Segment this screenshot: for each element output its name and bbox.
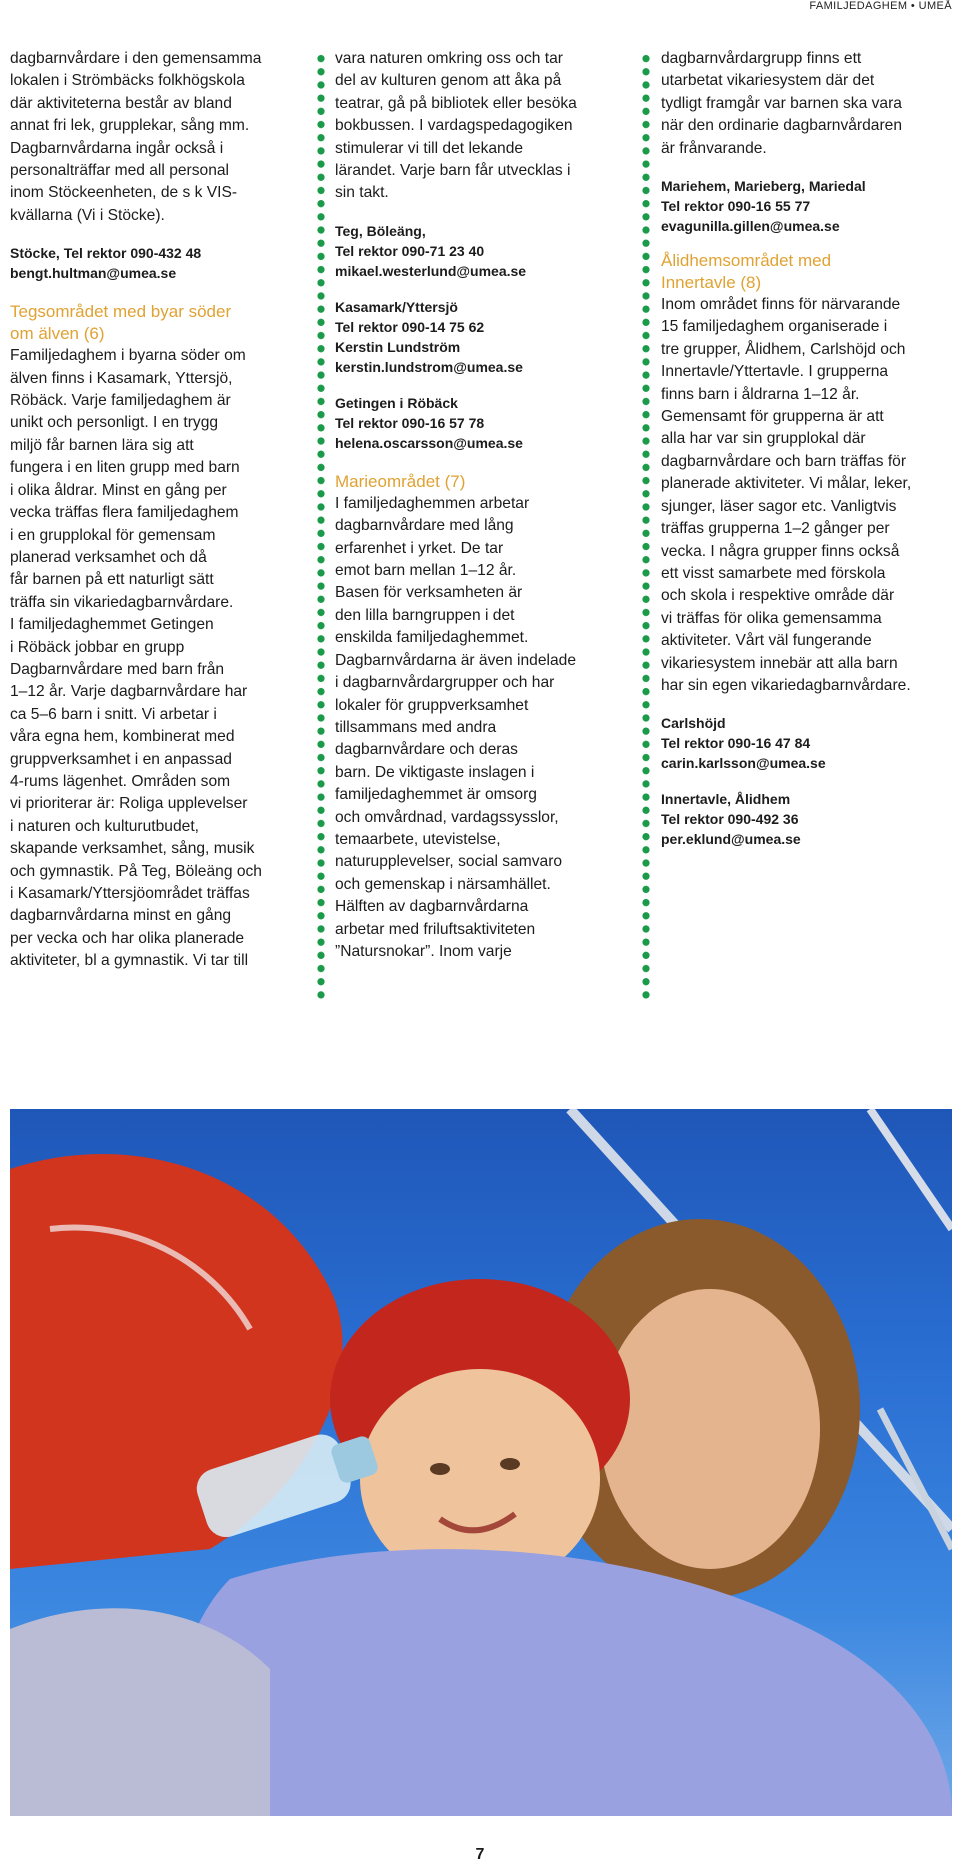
page-number: 7 <box>475 1846 485 1863</box>
text-line: i Kasamark/Yttersjöområdet träffas <box>10 885 250 902</box>
text-line: tydligt framgår var barnen ska vara <box>661 94 902 112</box>
text-line: skapande verksamhet, sång, musik <box>10 840 255 858</box>
text-line: vecka träffas flera familjedaghem <box>10 504 239 522</box>
intro-paragraph <box>661 48 956 160</box>
contact-block-carlshojd <box>661 713 956 773</box>
text-line: planerad verksamhet och då <box>10 548 207 566</box>
text-line: dagbarnvårdare med lång <box>335 517 514 535</box>
text-line: Mariehem, Marieberg, Mariedal <box>661 178 866 195</box>
text-line: enskilda familjedaghemmet. <box>335 629 529 647</box>
text-line: får barnen på ett naturligt sätt <box>10 571 214 589</box>
text-line: gruppverksamhet i en anpassad <box>10 750 232 768</box>
text-line: teatrar, gå på bibliotek eller besöka <box>335 94 577 112</box>
text-line: carin.karlsson@umea.se <box>661 755 826 772</box>
text-line: Kasamark/Yttersjö <box>335 298 458 315</box>
text-line: kvällarna (Vi i Stöcke). <box>10 206 165 224</box>
text-line: evagunilla.gillen@umea.se <box>661 218 840 235</box>
text-line: naturupplevelser, social samvaro <box>335 853 563 871</box>
text-line: Kerstin Lundström <box>335 338 461 355</box>
text-line: i naturen och kulturutbudet, <box>10 817 199 835</box>
text-line: Tel rektor 090-16 55 77 <box>661 198 811 215</box>
text-line: aktiviteter. Vårt väl fungerande <box>661 632 872 650</box>
text-line: Tel rektor 090-492 36 <box>661 811 799 828</box>
text-line: alla har var sin grupplokal där <box>661 430 866 448</box>
text-line: där aktiviteterna består av bland <box>10 94 232 112</box>
text-line: temaarbete, utevistelse, <box>335 830 501 848</box>
text-line: ett visst samarbete med förskola <box>661 564 886 582</box>
swing-rope <box>880 1409 952 1549</box>
children-on-swing-photo <box>10 1109 952 1816</box>
body-paragraph-marieomradet <box>335 493 635 964</box>
text-line: 4-rums lägenhet. Områden som <box>10 772 231 790</box>
text-line: Tel rektor 090-16 57 78 <box>335 414 485 431</box>
text-line: Inom området finns för närvarande <box>661 296 901 314</box>
text-line: arbetar med friluftsaktiviteten <box>335 920 536 938</box>
text-line: dagbarnvårdare och deras <box>335 741 518 759</box>
text-line: Tel rektor 090-14 75 62 <box>335 318 485 335</box>
intro-paragraph <box>335 48 635 205</box>
text-line: är frånvarande. <box>661 139 767 157</box>
text-line: sin takt. <box>335 184 389 202</box>
text-line: dagbarnvårdare i den gemensamma <box>10 50 262 67</box>
text-line: kerstin.lundstrom@umea.se <box>335 358 523 375</box>
text-line: bokbussen. I vardagspedagogiken <box>335 117 573 135</box>
text-line: del av kulturen genom att åka på <box>335 72 562 90</box>
text-line: Tel rektor 090-16 47 84 <box>661 735 811 752</box>
text-line: vi prioriterar är: Roliga upplevelser <box>10 795 248 813</box>
text-line: Innertavle/Yttertavle. I grupperna <box>661 363 889 381</box>
text-line: bengt.hultman@umea.se <box>10 265 177 282</box>
text-line: älven finns i Kasamark, Yttersjö, <box>10 369 233 387</box>
text-line: 15 familjedaghem organiserade i <box>661 318 888 336</box>
purple-sweater <box>168 1549 953 1816</box>
text-line: Basen för verksamheten är <box>335 584 523 602</box>
heading-line: Tegsområdet med byar söder <box>10 302 232 322</box>
text-line: vikariesystem innebär att alla barn <box>661 654 898 672</box>
text-line: planerade aktiviteter. Vi målar, leker, <box>661 475 912 493</box>
section-heading-tegsomradet <box>10 301 310 345</box>
text-line: och gymnastik. På Teg, Böleäng och <box>10 862 262 880</box>
text-line: lokaler för gruppverksamhet <box>335 696 529 714</box>
text-line: tre grupper, Ålidhem, Carlshöjd och <box>661 340 906 358</box>
running-header: FAMILJEDAGHEM • UMEÅ <box>809 0 952 12</box>
dotted-column-divider <box>642 52 650 1000</box>
swing-rope <box>870 1109 952 1229</box>
text-line: vara naturen omkring oss och tar <box>335 50 563 67</box>
text-line: vecka. I några grupper finns också <box>661 542 900 560</box>
text-line: vi träffas för olika gemensamma <box>661 609 882 627</box>
contact-block-kasamark <box>335 297 635 377</box>
text-line: 1–12 år. Varje dagbarnvårdare har <box>10 683 248 701</box>
text-line: i Röbäck jobbar en grupp <box>10 638 185 656</box>
text-line: Familjedaghem i byarna söder om <box>10 347 246 365</box>
text-line: dagbarnvårdarna minst en gång <box>10 907 232 925</box>
text-column-3 <box>661 48 956 865</box>
text-line: aktiviteter, bl a gymnastik. Vi tar till <box>10 952 249 970</box>
section-heading-marieomradet <box>335 471 635 493</box>
body-paragraph-tegsomradet <box>10 345 310 972</box>
text-line: dagbarnvårdare och barn träffas för <box>661 452 907 470</box>
text-line: Getingen i Röbäck <box>335 394 458 411</box>
contact-block-mariehem <box>661 176 956 236</box>
contact-block-innertavle <box>661 789 956 849</box>
text-line: familjedaghemmet är omsorg <box>335 786 537 804</box>
intro-paragraph <box>10 48 310 227</box>
contact-block-stocke <box>10 243 310 283</box>
text-line: helena.oscarsson@umea.se <box>335 434 523 451</box>
text-line: finns barn i åldrarna 1–12 år. <box>661 385 860 403</box>
dotted-column-divider <box>317 52 325 1000</box>
text-line: har sin egen vikariedagbarnvårdare. <box>661 676 911 694</box>
text-line: Stöcke, Tel rektor 090-432 48 <box>10 245 202 262</box>
text-line: personalträffar med all personal <box>10 162 230 180</box>
body-paragraph-alidhem <box>661 294 956 697</box>
text-line: våra egna hem, kombinerat med <box>10 728 235 746</box>
text-line: barn. De viktigaste inslagen i <box>335 763 535 781</box>
heading-line: Marieområdet (7) <box>335 471 466 491</box>
section-heading-alidhem <box>661 250 956 294</box>
text-line: sjunger, läser sagor etc. Vanligtvis <box>661 497 897 515</box>
text-line: träffas grupperna 1–2 gånger per <box>661 520 890 538</box>
text-line: Dagbarnvårdarna ingår också i <box>10 139 224 157</box>
text-line: i dagbarnvårdargrupper och har <box>335 674 555 692</box>
heading-line: Innertavle (8) <box>661 273 762 293</box>
text-line: per.eklund@umea.se <box>661 831 801 848</box>
text-line: den lilla barngruppen i det <box>335 606 515 624</box>
text-line: erfarenhet i yrket. De tar <box>335 539 504 557</box>
grey-trousers <box>10 1608 270 1816</box>
text-line: inom Stöckeenheten, de s k VIS- <box>10 184 238 202</box>
text-line: Röbäck. Varje familjedaghem är <box>10 392 231 410</box>
text-line: i olika åldrar. Minst en gång per <box>10 481 227 499</box>
text-line: Dagbarnvårdare med barn från <box>10 660 225 678</box>
text-line: unikt och personligt. I en trygg <box>10 414 219 432</box>
text-column-1 <box>10 48 310 973</box>
heading-line: Ålidhemsområdet med <box>661 251 832 271</box>
text-line: och omvårdnad, vardagssysslor, <box>335 808 559 826</box>
text-line: och gemenskap i närsamhället. <box>335 875 551 893</box>
text-line: I familjedaghemmet Getingen <box>10 616 214 634</box>
text-line: när den ordinarie dagbarnvårdaren <box>661 117 903 135</box>
text-line: tillsammans med andra <box>335 718 497 736</box>
text-line: mikael.westerlund@umea.se <box>335 262 527 279</box>
text-line: lokalen i Strömbäcks folkhögskola <box>10 72 245 90</box>
heading-line: om älven (6) <box>10 324 105 344</box>
text-line: emot barn mellan 1–12 år. <box>335 562 517 580</box>
contact-block-teg <box>335 221 635 281</box>
text-line: Hälften av dagbarnvårdarna <box>335 898 529 916</box>
text-line: och skola i respektive område där <box>661 587 895 605</box>
text-line: lärandet. Varje barn får utvecklas i <box>335 162 571 180</box>
text-line: Tel rektor 090-71 23 40 <box>335 242 485 259</box>
contact-block-getingen <box>335 393 635 453</box>
photo-illustration <box>10 1109 952 1816</box>
text-line: ca 5–6 barn i snitt. Vi arbetar i <box>10 705 217 723</box>
text-line: i en grupplokal för gemensam <box>10 526 216 544</box>
text-line: annat fri lek, grupplekar, sång mm. <box>10 117 250 135</box>
text-line: I familjedaghemmen arbetar <box>335 494 530 512</box>
face <box>600 1289 820 1569</box>
text-line: dagbarnvårdargrupp finns ett <box>661 50 862 67</box>
text-line: per vecka och har olika planerade <box>10 929 245 947</box>
text-line: utarbetat vikariesystem där det <box>661 72 875 90</box>
text-line: Gemensamt för grupperna är att <box>661 408 884 426</box>
text-line: miljö får barnen lära sig att <box>10 436 194 454</box>
text-line: stimulerar vi till det lekande <box>335 139 524 157</box>
text-line: Teg, Böleäng, <box>335 222 426 239</box>
text-line: träffa sin vikariedagbarnvårdare. <box>10 593 234 611</box>
text-line: Dagbarnvårdarna är även indelade <box>335 651 577 669</box>
text-line: fungera i en liten grupp med barn <box>10 459 240 477</box>
text-line: Innertavle, Ålidhem <box>661 791 791 808</box>
text-line: Carlshöjd <box>661 715 726 732</box>
text-line: ”Natursnokar”. Inom varje <box>335 942 512 960</box>
text-column-2 <box>335 48 635 963</box>
